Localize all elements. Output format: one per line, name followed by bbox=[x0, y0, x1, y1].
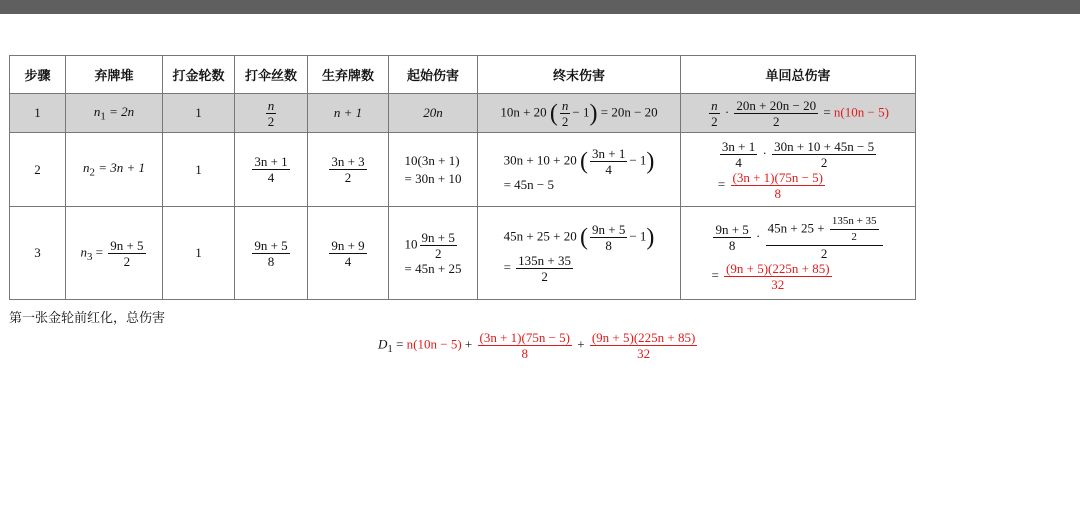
cell-discard-pile: $n_1 = 2n$ bbox=[66, 94, 163, 133]
formula-term-3: $\frac{(9n + 5)(225n + 85)}{32}$ bbox=[591, 330, 696, 361]
cell-gold-rounds: 1 bbox=[163, 94, 235, 133]
table-row bbox=[10, 207, 916, 300]
cell-start-damage: 20n bbox=[389, 94, 478, 133]
cell-start-damage: 10 $\frac{9n + 5}{2}$ = 45n + 25 bbox=[389, 207, 478, 300]
cell-end-damage: 45n + 25 + 20 ( $\frac{9n + 5}{8}$ − 1) = $\frac{135n + 35}{2}$ bbox=[478, 207, 681, 300]
cell-gold-rounds: 1 bbox=[163, 133, 235, 207]
cell-start-damage: 10(3n + 1) = 30n + 10 bbox=[389, 133, 478, 207]
total-result: n(10n − 5) bbox=[833, 103, 889, 119]
top-bar bbox=[0, 0, 1080, 14]
table-row bbox=[10, 94, 916, 133]
total-damage-formula: $D_1 = n(10n - 5)$ + $\frac{(3n + 1)(75n - 5)}{8}$ + $\frac{(9n + 5)(225n + 85)}{32}$ bbox=[378, 330, 696, 361]
cell-end-damage: 10n + 20 ( $\frac{n}{2}$ − 1) = 20n − 20 bbox=[478, 94, 681, 133]
cell-new-discard: $\frac{3n + 3}{2}$ bbox=[308, 133, 389, 207]
formula-term-1: n(10n − 5) bbox=[406, 336, 462, 352]
cell-umbrella-count: $\frac{3n + 1}{4}$ bbox=[235, 133, 308, 207]
cell-end-damage: 30n + 10 + 20 ( $\frac{3n + 1}{4}$ − 1) = 45n − 5 bbox=[478, 133, 681, 207]
header-step: 步骤 bbox=[10, 56, 66, 94]
header-discard-pile: 弃牌堆 bbox=[66, 56, 163, 94]
cell-step: 3 bbox=[10, 207, 66, 300]
cell-umbrella-count: $\frac{9n + 5}{8}$ bbox=[235, 207, 308, 300]
header-new-discard: 生弃牌数 bbox=[308, 56, 389, 94]
cell-step: 1 bbox=[10, 94, 66, 133]
cell-new-discard: $\frac{9n + 9}{4}$ bbox=[308, 207, 389, 300]
cell-new-discard: n + 1 bbox=[308, 94, 389, 133]
header-end-damage: 终末伤害 bbox=[478, 56, 681, 94]
cell-total-damage: $\frac{n}{2}$ · $\frac{20n + 20n - 20}{2}$ = n(10n − 5) bbox=[681, 94, 916, 133]
cell-discard-pile: $n_3$ = $\frac{9n + 5}{2}$ bbox=[66, 207, 163, 300]
note-text: 第一张金轮前红化，总伤害 bbox=[9, 311, 166, 326]
cell-step: 2 bbox=[10, 133, 66, 207]
cell-umbrella-count: $\frac{n}{2}$ bbox=[235, 94, 308, 133]
header-start-damage: 起始伤害 bbox=[389, 56, 478, 94]
table-header-row bbox=[10, 56, 916, 94]
header-total-damage: 单回总伤害 bbox=[681, 56, 916, 94]
formula-term-2: $\frac{(3n + 1)(75n - 5)}{8}$ bbox=[479, 330, 570, 361]
total-result: $\frac{(3n + 1)(75n - 5)}{8}$ bbox=[732, 169, 823, 201]
table-row bbox=[10, 133, 916, 207]
cell-total-damage: $\frac{9n + 5}{8}$ · 45n + 25 + $\frac{135n + 35}{2}$ 2 = $\frac{(9n + 5)(225n + 85)}{32}$ bbox=[681, 207, 916, 300]
cell-total-damage: $\frac{3n + 1}{4}$ · $\frac{30n + 10 + 45n - 5}{2}$ = $\frac{(3n + 1)(75n - 5)}{8}$ bbox=[681, 133, 916, 207]
cell-discard-pile: $n_2 = 3n + 1$ bbox=[66, 133, 163, 207]
damage-table bbox=[9, 55, 916, 300]
total-result: $\frac{(9n + 5)(225n + 85)}{32}$ bbox=[726, 261, 830, 292]
cell-gold-rounds: 1 bbox=[163, 207, 235, 300]
header-umbrella-count: 打伞丝数 bbox=[235, 56, 308, 94]
header-gold-rounds: 打金轮数 bbox=[163, 56, 235, 94]
